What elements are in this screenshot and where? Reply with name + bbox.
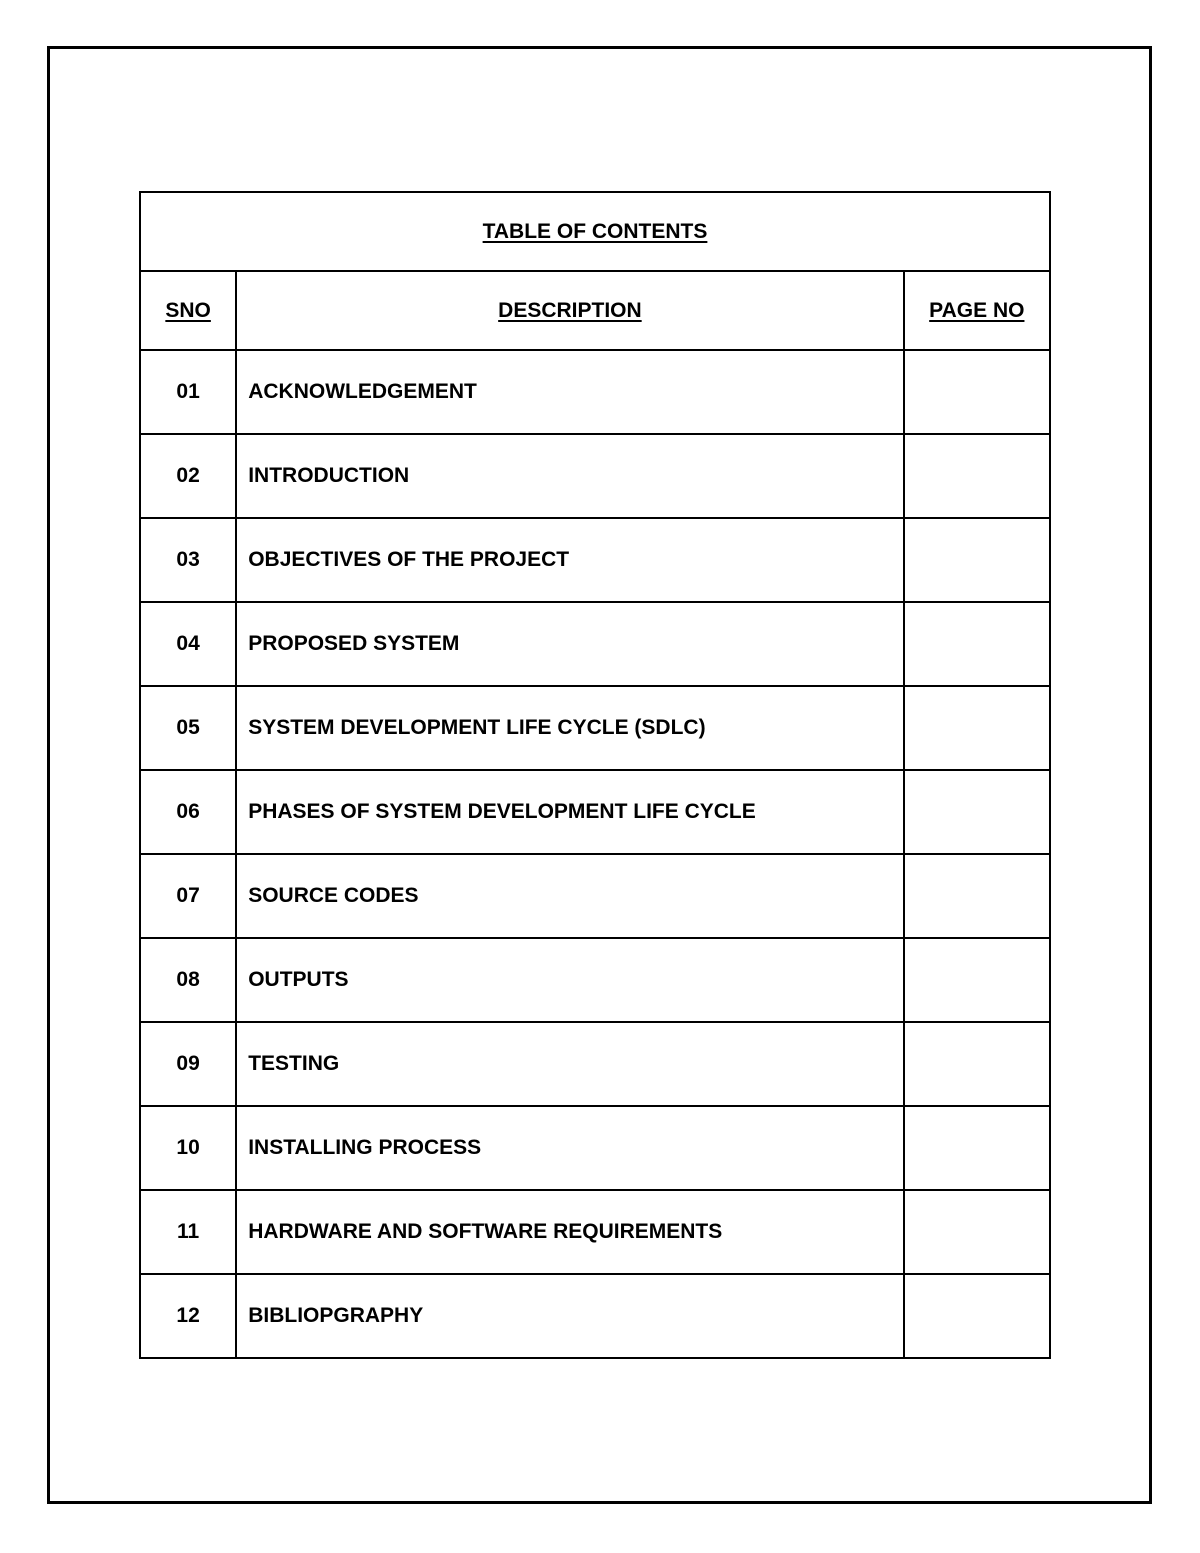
row-description: INTRODUCTION: [236, 434, 903, 518]
table-row: [140, 770, 1050, 854]
row-sno: 08: [140, 938, 236, 1022]
title-row: [140, 192, 1050, 271]
row-page-no: [904, 1274, 1050, 1358]
row-page-no: [904, 854, 1050, 938]
row-description: OBJECTIVES OF THE PROJECT: [236, 518, 903, 602]
row-page-no: [904, 686, 1050, 770]
row-sno: 07: [140, 854, 236, 938]
row-sno: 06: [140, 770, 236, 854]
table-row: [140, 350, 1050, 434]
row-sno: 09: [140, 1022, 236, 1106]
row-page-no: [904, 1022, 1050, 1106]
row-page-no: [904, 602, 1050, 686]
table-row: [140, 1106, 1050, 1190]
row-page-no: [904, 350, 1050, 434]
row-description: PHASES OF SYSTEM DEVELOPMENT LIFE CYCLE: [236, 770, 903, 854]
row-sno: 12: [140, 1274, 236, 1358]
header-description: DESCRIPTION: [498, 298, 642, 322]
table-row: [140, 686, 1050, 770]
row-page-no: [904, 518, 1050, 602]
table-of-contents: [139, 191, 1051, 1359]
header-sno: SNO: [165, 298, 211, 322]
row-page-no: [904, 1106, 1050, 1190]
table-row: [140, 434, 1050, 518]
row-description: TESTING: [236, 1022, 903, 1106]
row-page-no: [904, 1190, 1050, 1274]
table-row: [140, 1190, 1050, 1274]
header-page-no: PAGE NO: [929, 298, 1025, 322]
row-description: INSTALLING PROCESS: [236, 1106, 903, 1190]
row-page-no: [904, 938, 1050, 1022]
table-row: [140, 854, 1050, 938]
row-sno: 05: [140, 686, 236, 770]
row-page-no: [904, 434, 1050, 518]
header-sno-cell: [140, 271, 236, 350]
row-description: BIBLIOPGRAPHY: [236, 1274, 903, 1358]
row-description: SYSTEM DEVELOPMENT LIFE CYCLE (SDLC): [236, 686, 903, 770]
table-row: [140, 1274, 1050, 1358]
row-page-no: [904, 770, 1050, 854]
row-sno: 02: [140, 434, 236, 518]
row-sno: 04: [140, 602, 236, 686]
row-description: PROPOSED SYSTEM: [236, 602, 903, 686]
header-description-cell: [236, 271, 903, 350]
toc-title: TABLE OF CONTENTS: [482, 219, 708, 243]
toc-title-cell: [140, 192, 1050, 271]
table-row: [140, 602, 1050, 686]
header-row: [140, 271, 1050, 350]
row-description: SOURCE CODES: [236, 854, 903, 938]
table-row: [140, 1022, 1050, 1106]
row-sno: 10: [140, 1106, 236, 1190]
table-row: [140, 518, 1050, 602]
row-sno: 03: [140, 518, 236, 602]
row-sno: 11: [140, 1190, 236, 1274]
row-sno: 01: [140, 350, 236, 434]
row-description: ACKNOWLEDGEMENT: [236, 350, 903, 434]
header-page-no-cell: [904, 271, 1050, 350]
row-description: HARDWARE AND SOFTWARE REQUIREMENTS: [236, 1190, 903, 1274]
row-description: OUTPUTS: [236, 938, 903, 1022]
table-row: [140, 938, 1050, 1022]
